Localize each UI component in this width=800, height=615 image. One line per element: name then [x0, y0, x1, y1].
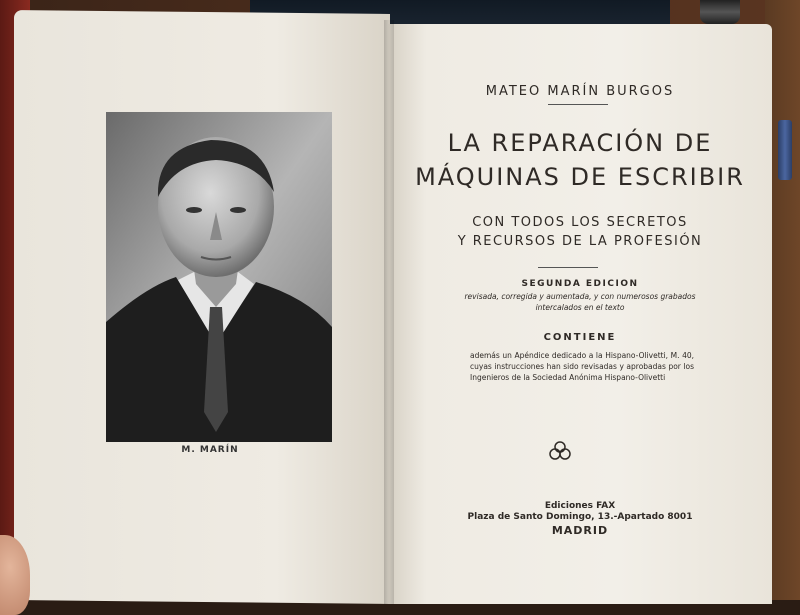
divider — [548, 104, 608, 105]
author-portrait — [106, 112, 332, 442]
divider — [538, 267, 598, 268]
publisher-city: MADRID — [551, 524, 609, 537]
publisher-name: Ediciones FAX — [544, 501, 616, 511]
clip-icon — [778, 120, 792, 180]
contents-heading: CONTIENE — [543, 332, 617, 343]
book-subtitle — [390, 213, 770, 251]
edition-note-line-2: intercalados en el texto — [535, 303, 625, 312]
title-line-1: LA REPARACIÓN DE — [447, 129, 713, 157]
contents-body: además un Apéndice dedicado a la Hispano-Olivetti, M. 40, cuyas instrucciones han sido revisadas y aprobadas por los Ingenieros de la Sociedad Anónima Hispano-Olivetti — [470, 351, 694, 382]
publisher-address: Plaza de Santo Domingo, 13.-Apartado 8001 — [467, 512, 693, 522]
edition-note — [390, 291, 770, 313]
book-title — [390, 126, 770, 194]
pen-icon — [700, 0, 740, 24]
publisher-emblem-icon — [549, 440, 571, 462]
edition-label: SEGUNDA EDICION — [521, 279, 639, 289]
title-line-2: MÁQUINAS DE ESCRIBIR — [415, 163, 745, 191]
portrait-caption: M. MARÍN — [181, 445, 239, 455]
subtitle-line-1: CON TODOS LOS SECRETOS — [472, 215, 688, 230]
author-name: MATEO MARÍN BURGOS — [485, 84, 675, 99]
edition-note-line-1: revisada, corregida y aumentada, y con numerosos grabados — [464, 292, 696, 301]
subtitle-line-2: Y RECURSOS DE LA PROFESIÓN — [457, 234, 703, 249]
